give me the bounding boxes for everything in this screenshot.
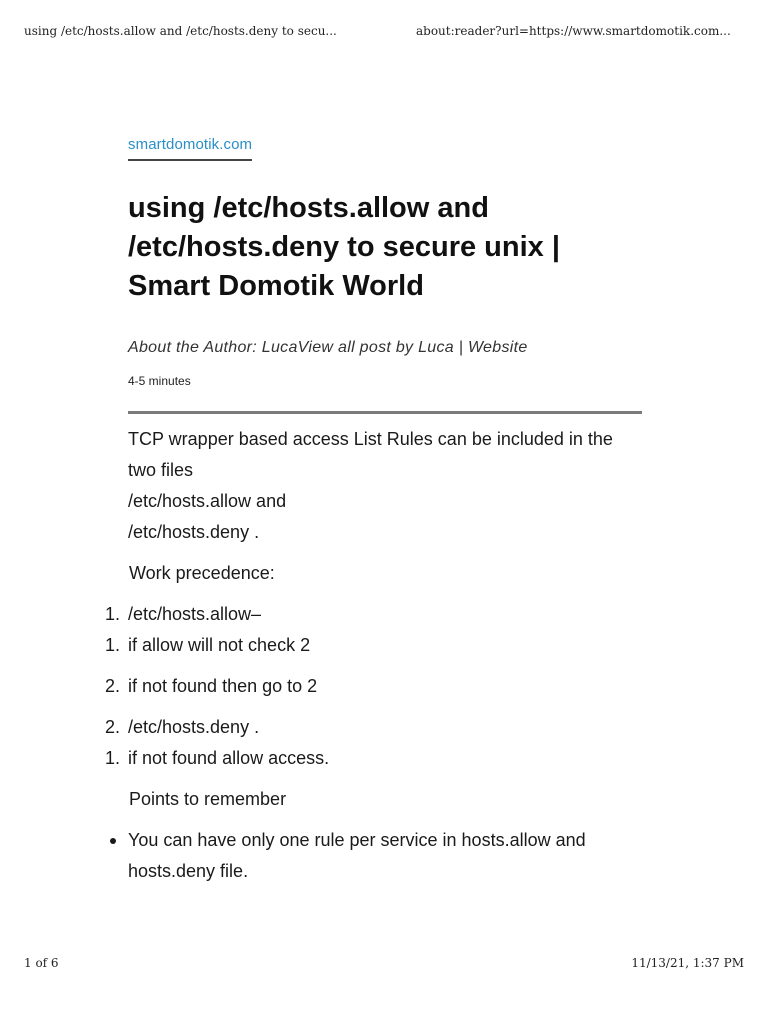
- precedence-list-deny: [105, 712, 642, 774]
- bullet-line: hosts.deny file.: [128, 861, 249, 881]
- intro-paragraph: [128, 424, 642, 548]
- source-domain-link[interactable]: smartdomotik.com: [128, 136, 252, 161]
- list-item-text: if allow will not check 2: [128, 635, 311, 655]
- precedence-list-allow: [105, 599, 642, 661]
- title-line: Smart Domotik World: [128, 270, 424, 302]
- list-item-text: /etc/hosts.deny .: [128, 717, 260, 737]
- precedence-list-fallback: [105, 671, 642, 702]
- header-divider: [128, 411, 642, 414]
- list-item: [128, 825, 642, 887]
- list-item-text: if not found allow access.: [128, 748, 330, 768]
- list-item-text: if not found then go to 2: [128, 676, 318, 696]
- work-precedence-paragraph: Work precedence:: [129, 563, 275, 583]
- list-number: 1.: [105, 604, 121, 624]
- print-header: [24, 24, 744, 40]
- title-line: using /etc/hosts.allow and: [128, 192, 489, 224]
- intro-line: TCP wrapper based access List Rules can be included in the: [128, 429, 613, 449]
- reading-time: 4-5 minutes: [128, 374, 191, 388]
- list-item: [105, 599, 642, 630]
- title-line: /etc/hosts.deny to secure unix |: [128, 231, 560, 263]
- print-datetime: 11/13/21, 1:37 PM: [631, 956, 744, 970]
- list-number: 1.: [105, 635, 121, 655]
- list-item: [105, 671, 642, 702]
- bullet-line: You can have only one rule per service in hosts.allow and: [128, 830, 586, 850]
- list-item: [105, 712, 642, 743]
- page-counter: 1 of 6: [24, 956, 59, 970]
- print-header-title: using /etc/hosts.allow and /etc/hosts.deny to secu...: [24, 24, 337, 38]
- print-header-url: about:reader?url=https://www.smartdomotik.com...: [416, 24, 731, 38]
- list-item: [105, 743, 642, 774]
- points-bullet-list: [128, 825, 642, 887]
- list-number: 2.: [105, 717, 121, 737]
- print-footer: [24, 956, 744, 972]
- points-heading: Points to remember: [129, 789, 287, 809]
- author-byline: About the Author: LucaView all post by Luca | Website: [128, 339, 528, 356]
- list-number: 1.: [105, 748, 121, 768]
- reader-article: [105, 136, 642, 887]
- list-number: 2.: [105, 676, 121, 696]
- article-title: [128, 189, 642, 306]
- intro-line: /etc/hosts.allow and: [128, 491, 287, 511]
- intro-line: two files: [128, 460, 194, 480]
- bullet-icon: [110, 838, 116, 844]
- list-item: [105, 630, 642, 661]
- intro-line: /etc/hosts.deny .: [128, 522, 260, 542]
- list-item-text: /etc/hosts.allow–: [128, 604, 262, 624]
